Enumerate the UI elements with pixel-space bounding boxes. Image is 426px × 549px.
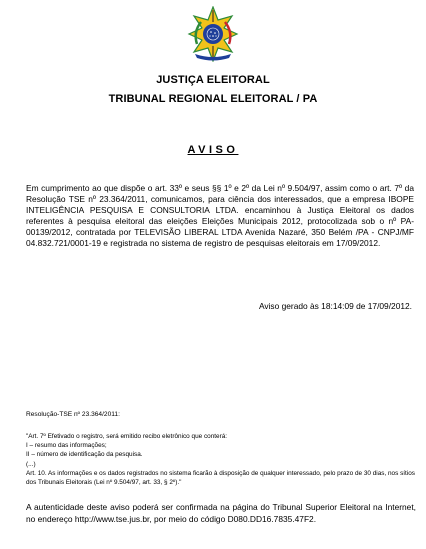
- resolution-heading: Resolução-TSE nº 23.364/2011:: [26, 411, 120, 418]
- generated-timestamp: Aviso gerado às 18:14:09 de 17/09/2012.: [258, 301, 412, 311]
- resolution-quote: [26, 432, 416, 487]
- quote-line: I – resumo das informações;: [26, 442, 107, 450]
- brazil-coat-of-arms-icon: [187, 6, 239, 62]
- authenticity-note: A autenticidade deste aviso poderá ser confirmada na página do Tribunal Superior Eleitoral na Internet, no endereço http://www.tse.jus.br, por meio do código D080.DD16.7835.47F2.: [26, 502, 416, 524]
- institution-name: JUSTIÇA ELEITORAL: [156, 74, 270, 86]
- quote-line: "Art. 7º Efetivado o registro, será emitido recibo eletrônico que conterá:: [26, 433, 228, 440]
- quote-line: (...): [26, 460, 36, 468]
- document-title-text: AVISO: [187, 144, 239, 156]
- quote-line: Art. 10. As informações e os dados registrados no sistema ficarão à disposição de qualquer interessado, pelo prazo de 30 dias, nos sítios dos Tribunais Eleitorais (Lei nº 9.504/97, art. 33, § 2º).": [26, 469, 415, 487]
- document-title: [0, 144, 426, 156]
- quote-line: II – número de identificação da pesquisa.: [26, 451, 143, 459]
- tribunal-name: TRIBUNAL REGIONAL ELEITORAL / PA: [108, 93, 318, 105]
- notice-body: Em cumprimento ao que dispõe o art. 33º e seus §§ 1º e 2º da Lei nº 9.504/97, assim como o art. 7º da Resolução TSE nº 23.364/2011, comunicamos, para ciência dos interessados, que a empresa IBOPE INTELIGÊNCIA PESQUISA E CONSULTORIA LTDA. encaminhou à Justiça Eleitoral os dados referentes à pesquisa eleitoral das eleições Eleições Municipais 2012, protocolizada sob o nº PA-00139/2012, contratada por TELEVISÃO LIBERAL LTDA Avenida Nazaré, 350 Belém /PA - CNPJ/MF 04.832.721/0001-19 e registrada no sistema de registro de pesquisas eleitorais em 17/09/2012.: [26, 183, 414, 248]
